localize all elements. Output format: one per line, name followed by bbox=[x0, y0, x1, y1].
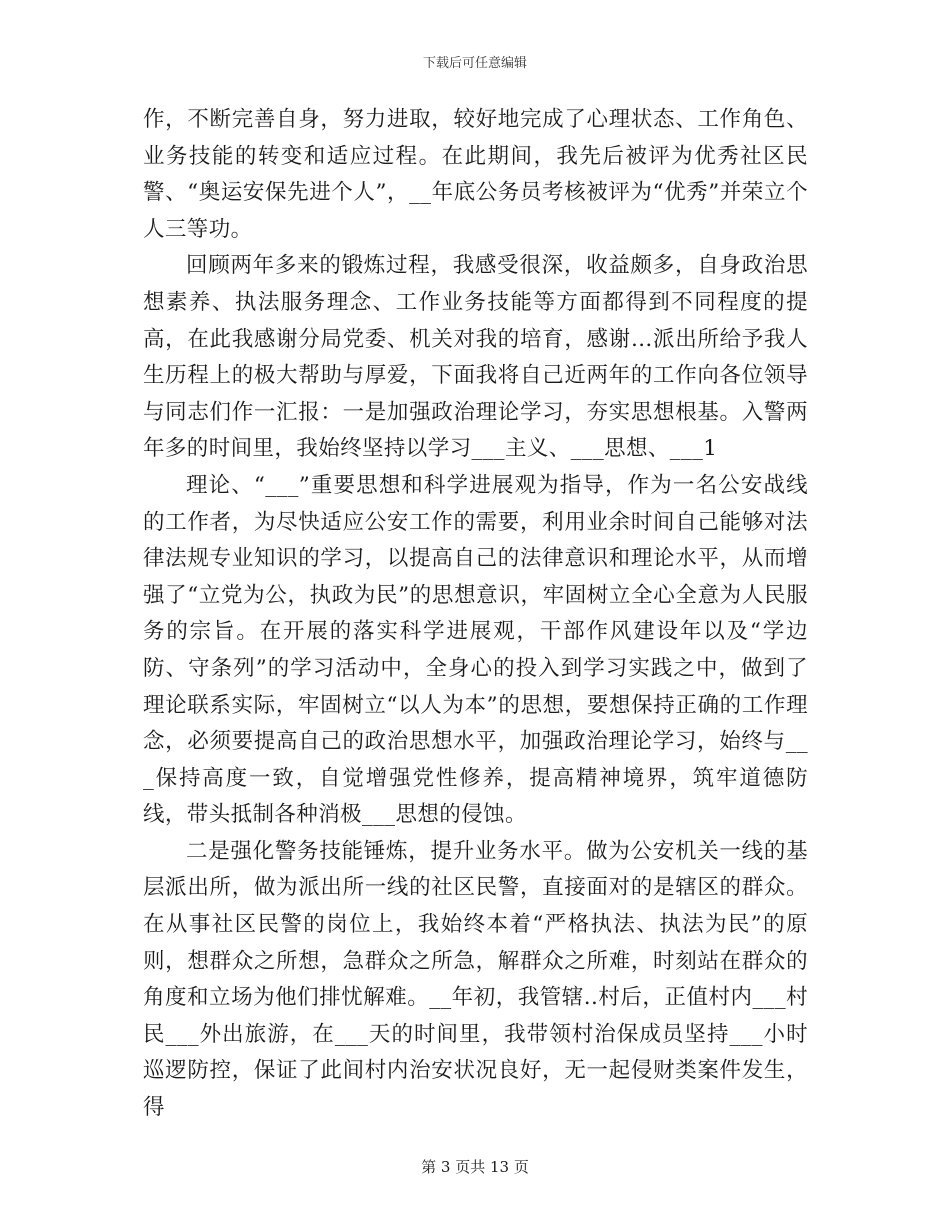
page-header: 下载后可任意编辑 bbox=[422, 56, 527, 71]
page-number: 第 3 页共 13 页 bbox=[421, 1158, 529, 1176]
paragraph-continued: 作，不断完善自身，努力进取，较好地完成了心理状态、工作角色、业务技能的转变和适应过程。在此期间，我先后被评为优秀社区民警、“奥运安保先进个人”，__年底公务员考核被评为“优秀”并荣立个人三等功。 bbox=[143, 107, 808, 242]
document-body bbox=[143, 102, 808, 1127]
paragraph-skills: 二是强化警务技能锤炼，提升业务水平。做为公安机关一线的基层派出所，做为派出所一线的社区民警，直接面对的是辖区的群众。在从事社区民警的岗位上，我始终本着“严格执法、执法为民”的原则，想群众之所想，急群众之所急，解群众之所难，时刻站在群众的角度和立场为他们排忧解难。__年初，我管辖..村后，正值村内___村民___外出旅游，在___天的时间里，我带领村治保成员坚持___小时巡逻防控，保证了此间村内治安状况良好，无一起侵财类案件发生，得 bbox=[143, 838, 808, 1121]
paragraph-review: 回顾两年多来的锻炼过程，我感受很深，收益颇多，自身政治思想素养、执法服务理念、工作业务技能等方面都得到不同程度的提高，在此我感谢分局党委、机关对我的培育，感谢…派出所给予我人生历程上的极大帮助与厚爱，下面我将自己近两年的工作向各位领导与同志们作一汇报：一是加强政治理论学习，夯实思想根基。入警两年多的时间里，我始终坚持以学习___主义、___思想、___1 bbox=[143, 253, 808, 462]
paragraph-theory: 理论、“___”重要思想和科学进展观为指导，作为一名公安战线的工作者，为尽快适应公安工作的需要，利用业余时间自己能够对法律法规专业知识的学习，以提高自己的法律意识和理论水平，从而增强了“立党为公，执政为民”的思想意识，牢固树立全心全意为人民服务的宗旨。在开展的落实科学进展观，干部作风建设年以及“学边防、守条列”的学习活动中，全身心的投入到学习实践之中，做到了理论联系实际，牢固树立“以人为本”的思想，要想保持正确的工作理念，必须要提高自己的政治思想水平，加强政治理论学习，始终与___保持高度一致，自觉增强党性修养，提高精神境界，筑牢道德防线，带头抵制各种消极___思想的侵蚀。 bbox=[143, 472, 808, 828]
